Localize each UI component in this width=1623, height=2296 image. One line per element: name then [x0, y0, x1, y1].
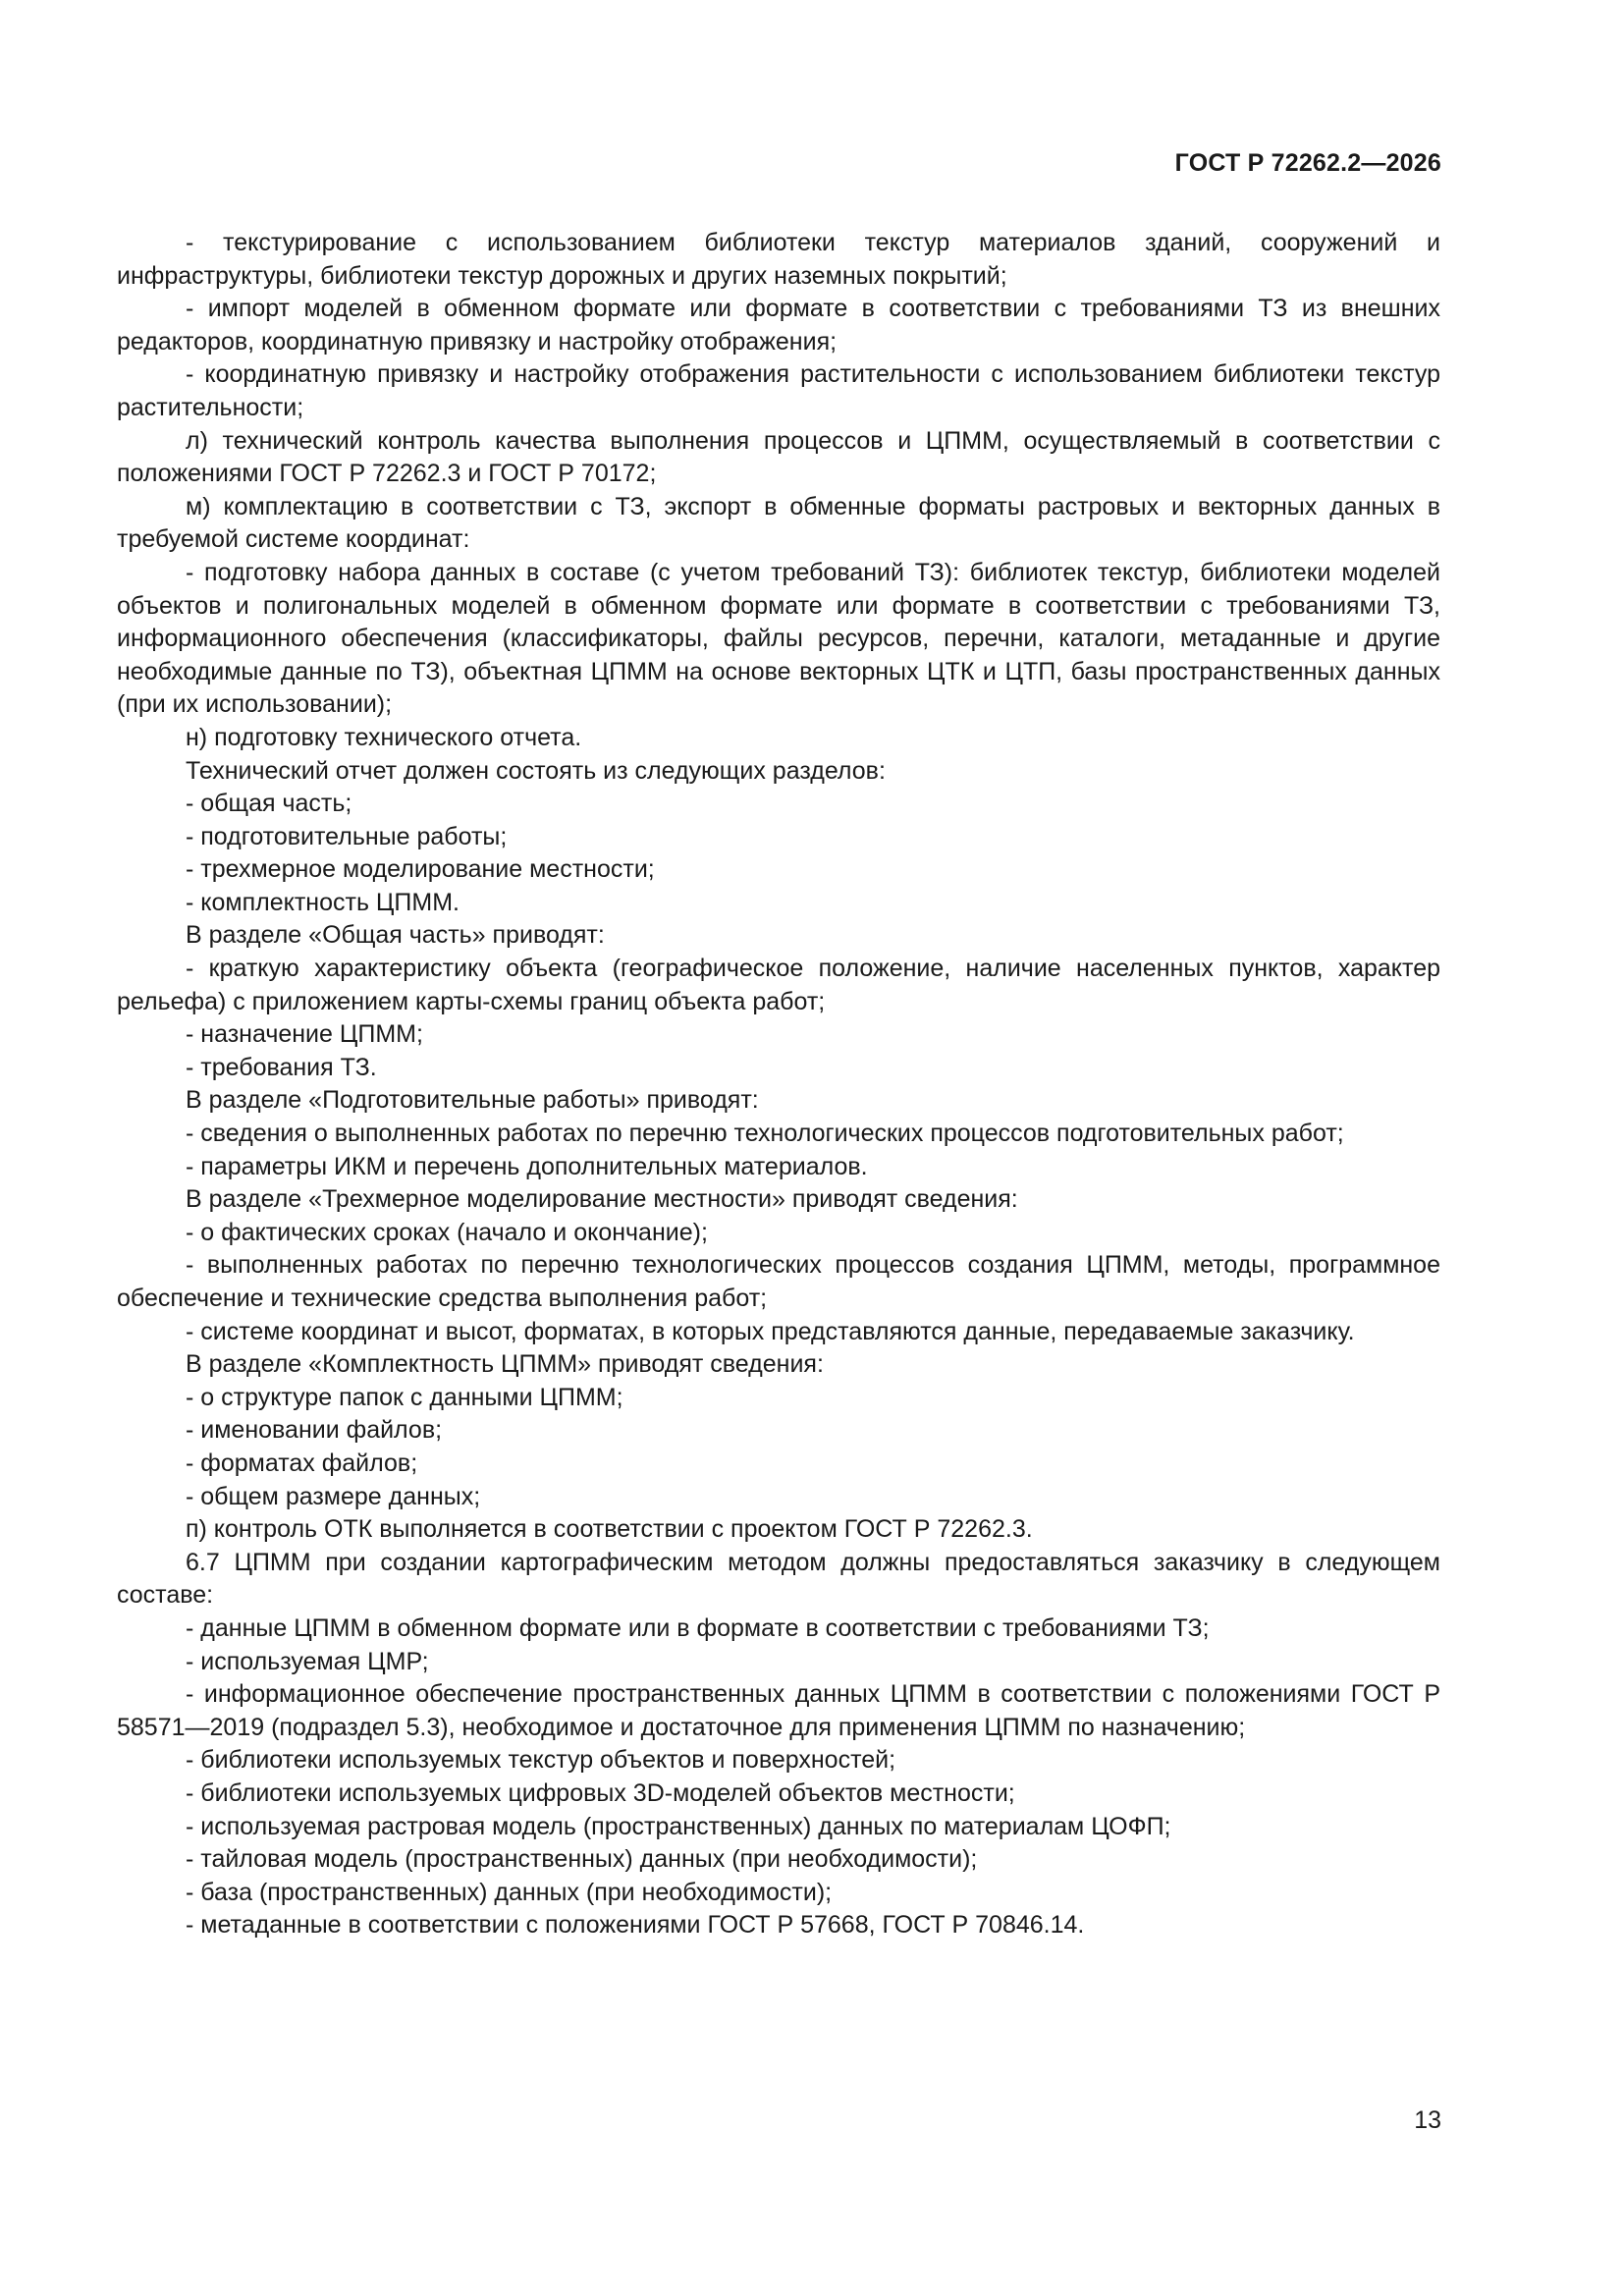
paragraph: В разделе «Общая часть» приводят:	[186, 921, 605, 950]
list-item: - назначение ЦПММ;	[186, 1020, 423, 1049]
list-item: - тайловая модель (пространственных) данных (при необходимости);	[186, 1845, 978, 1874]
list-item: - общая часть;	[186, 790, 352, 818]
list-item: - форматах файлов;	[186, 1449, 418, 1477]
list-item: - параметры ИКМ и перечень дополнительных материалов.	[186, 1152, 868, 1180]
list-item: - библиотеки используемых текстур объектов и поверхностей;	[186, 1746, 896, 1775]
list-item: - база (пространственных) данных (при необходимости);	[186, 1878, 833, 1906]
list-item: - координатную привязку и настройку отображения растительности с использованием библиотеки текстур растительности;	[117, 360, 1440, 421]
list-item: - метаданные в соответствии с положениями ГОСТ Р 57668, ГОСТ Р 70846.14.	[186, 1911, 1085, 1940]
list-item: - подготовительные работы;	[186, 822, 508, 850]
list-item: - выполненных работах по перечню технологических процессов создания ЦПММ, методы, программное обеспечение и технические средства выполнения работ;	[117, 1251, 1440, 1312]
list-item: - именовании файлов;	[186, 1416, 443, 1445]
list-item: - комплектность ЦПММ.	[186, 888, 460, 916]
document-code-header: ГОСТ Р 72262.2—2026	[1174, 149, 1441, 177]
list-item: - трехмерное моделирование местности;	[186, 855, 655, 884]
list-item: - о структуре папок с данными ЦПММ;	[186, 1383, 623, 1411]
list-item: - текстурирование с использованием библиотеки текстур материалов зданий, сооружений и инфраструктуры, библиотеки текстур дорожных и других наземных покрытий;	[117, 229, 1440, 290]
list-item: - информационное обеспечение пространственных данных ЦПММ в соответствии с положениями ГОСТ Р 58571—2019 (подраздел 5.3), необходимое и достаточное для применения ЦПММ по назначению;	[117, 1680, 1440, 1741]
list-item: - используемая ЦМР;	[186, 1647, 429, 1675]
list-item: - данные ЦПММ в обменном формате или в формате в соответствии с требованиями ТЗ;	[186, 1613, 1210, 1642]
list-item: - используемая растровая модель (пространственных) данных по материалам ЦОФП;	[186, 1812, 1171, 1840]
paragraph: Технический отчет должен состоять из следующих разделов:	[186, 756, 886, 785]
list-item: - краткую характеристику объекта (географическое положение, наличие населенных пунктов, характер рельефа) с приложением карты-схемы границ объекта работ;	[117, 955, 1440, 1015]
paragraph: В разделе «Трехмерное моделирование местности» приводят сведения:	[186, 1185, 1018, 1214]
list-item: - библиотеки используемых цифровых 3D-моделей объектов местности;	[186, 1778, 1015, 1807]
list-item-l: л) технический контроль качества выполнения процессов и ЦПММ, осуществляемый в соответствии с положениями ГОСТ Р 72262.3 и ГОСТ Р 70172;	[117, 426, 1440, 488]
document-body	[117, 227, 1440, 1942]
list-item: - подготовку набора данных в составе (с учетом требований ТЗ): библиотек текстур, библиотеки моделей объектов и полигональных моделей в обменном формате или формате в соответствии с требованиями ТЗ, информационного обеспечения (классификаторы, файлы ресурсов, перечни, каталоги, метаданные и другие необходимые данные по ТЗ), объектная ЦПММ на основе векторных ЦТК и ЦТП, базы пространственных данных (при их использовании);	[117, 558, 1440, 719]
list-item: - импорт моделей в обменном формате или формате в соответствии с требованиями ТЗ из внешних редакторов, координатную привязку и настройку отображения;	[117, 295, 1440, 355]
section-6-7-paragraph: 6.7 ЦПММ при создании картографическим методом должны предоставляться заказчику в следующем составе:	[117, 1548, 1440, 1610]
paragraph: В разделе «Подготовительные работы» приводят:	[186, 1086, 759, 1115]
list-item: - сведения о выполненных работах по перечню технологических процессов подготовительных работ;	[186, 1120, 1344, 1148]
list-item: - о фактических сроках (начало и окончание);	[186, 1218, 708, 1246]
list-item: - общем размере данных;	[186, 1482, 481, 1510]
paragraph: В разделе «Комплектность ЦПММ» приводят сведения:	[186, 1350, 824, 1379]
list-item: - системе координат и высот, форматах, в которых представляются данные, передаваемые заказчику.	[186, 1317, 1355, 1345]
list-item-p: п) контроль ОТК выполняется в соответствии с проектом ГОСТ Р 72262.3.	[186, 1515, 1033, 1544]
list-item: - требования ТЗ.	[186, 1053, 377, 1081]
list-item-n: н) подготовку технического отчета.	[186, 723, 582, 751]
list-item-m: м) комплектацию в соответствии с ТЗ, экспорт в обменные форматы растровых и векторных данных в требуемой системе координат:	[117, 492, 1440, 554]
page-number: 13	[1414, 2106, 1441, 2134]
